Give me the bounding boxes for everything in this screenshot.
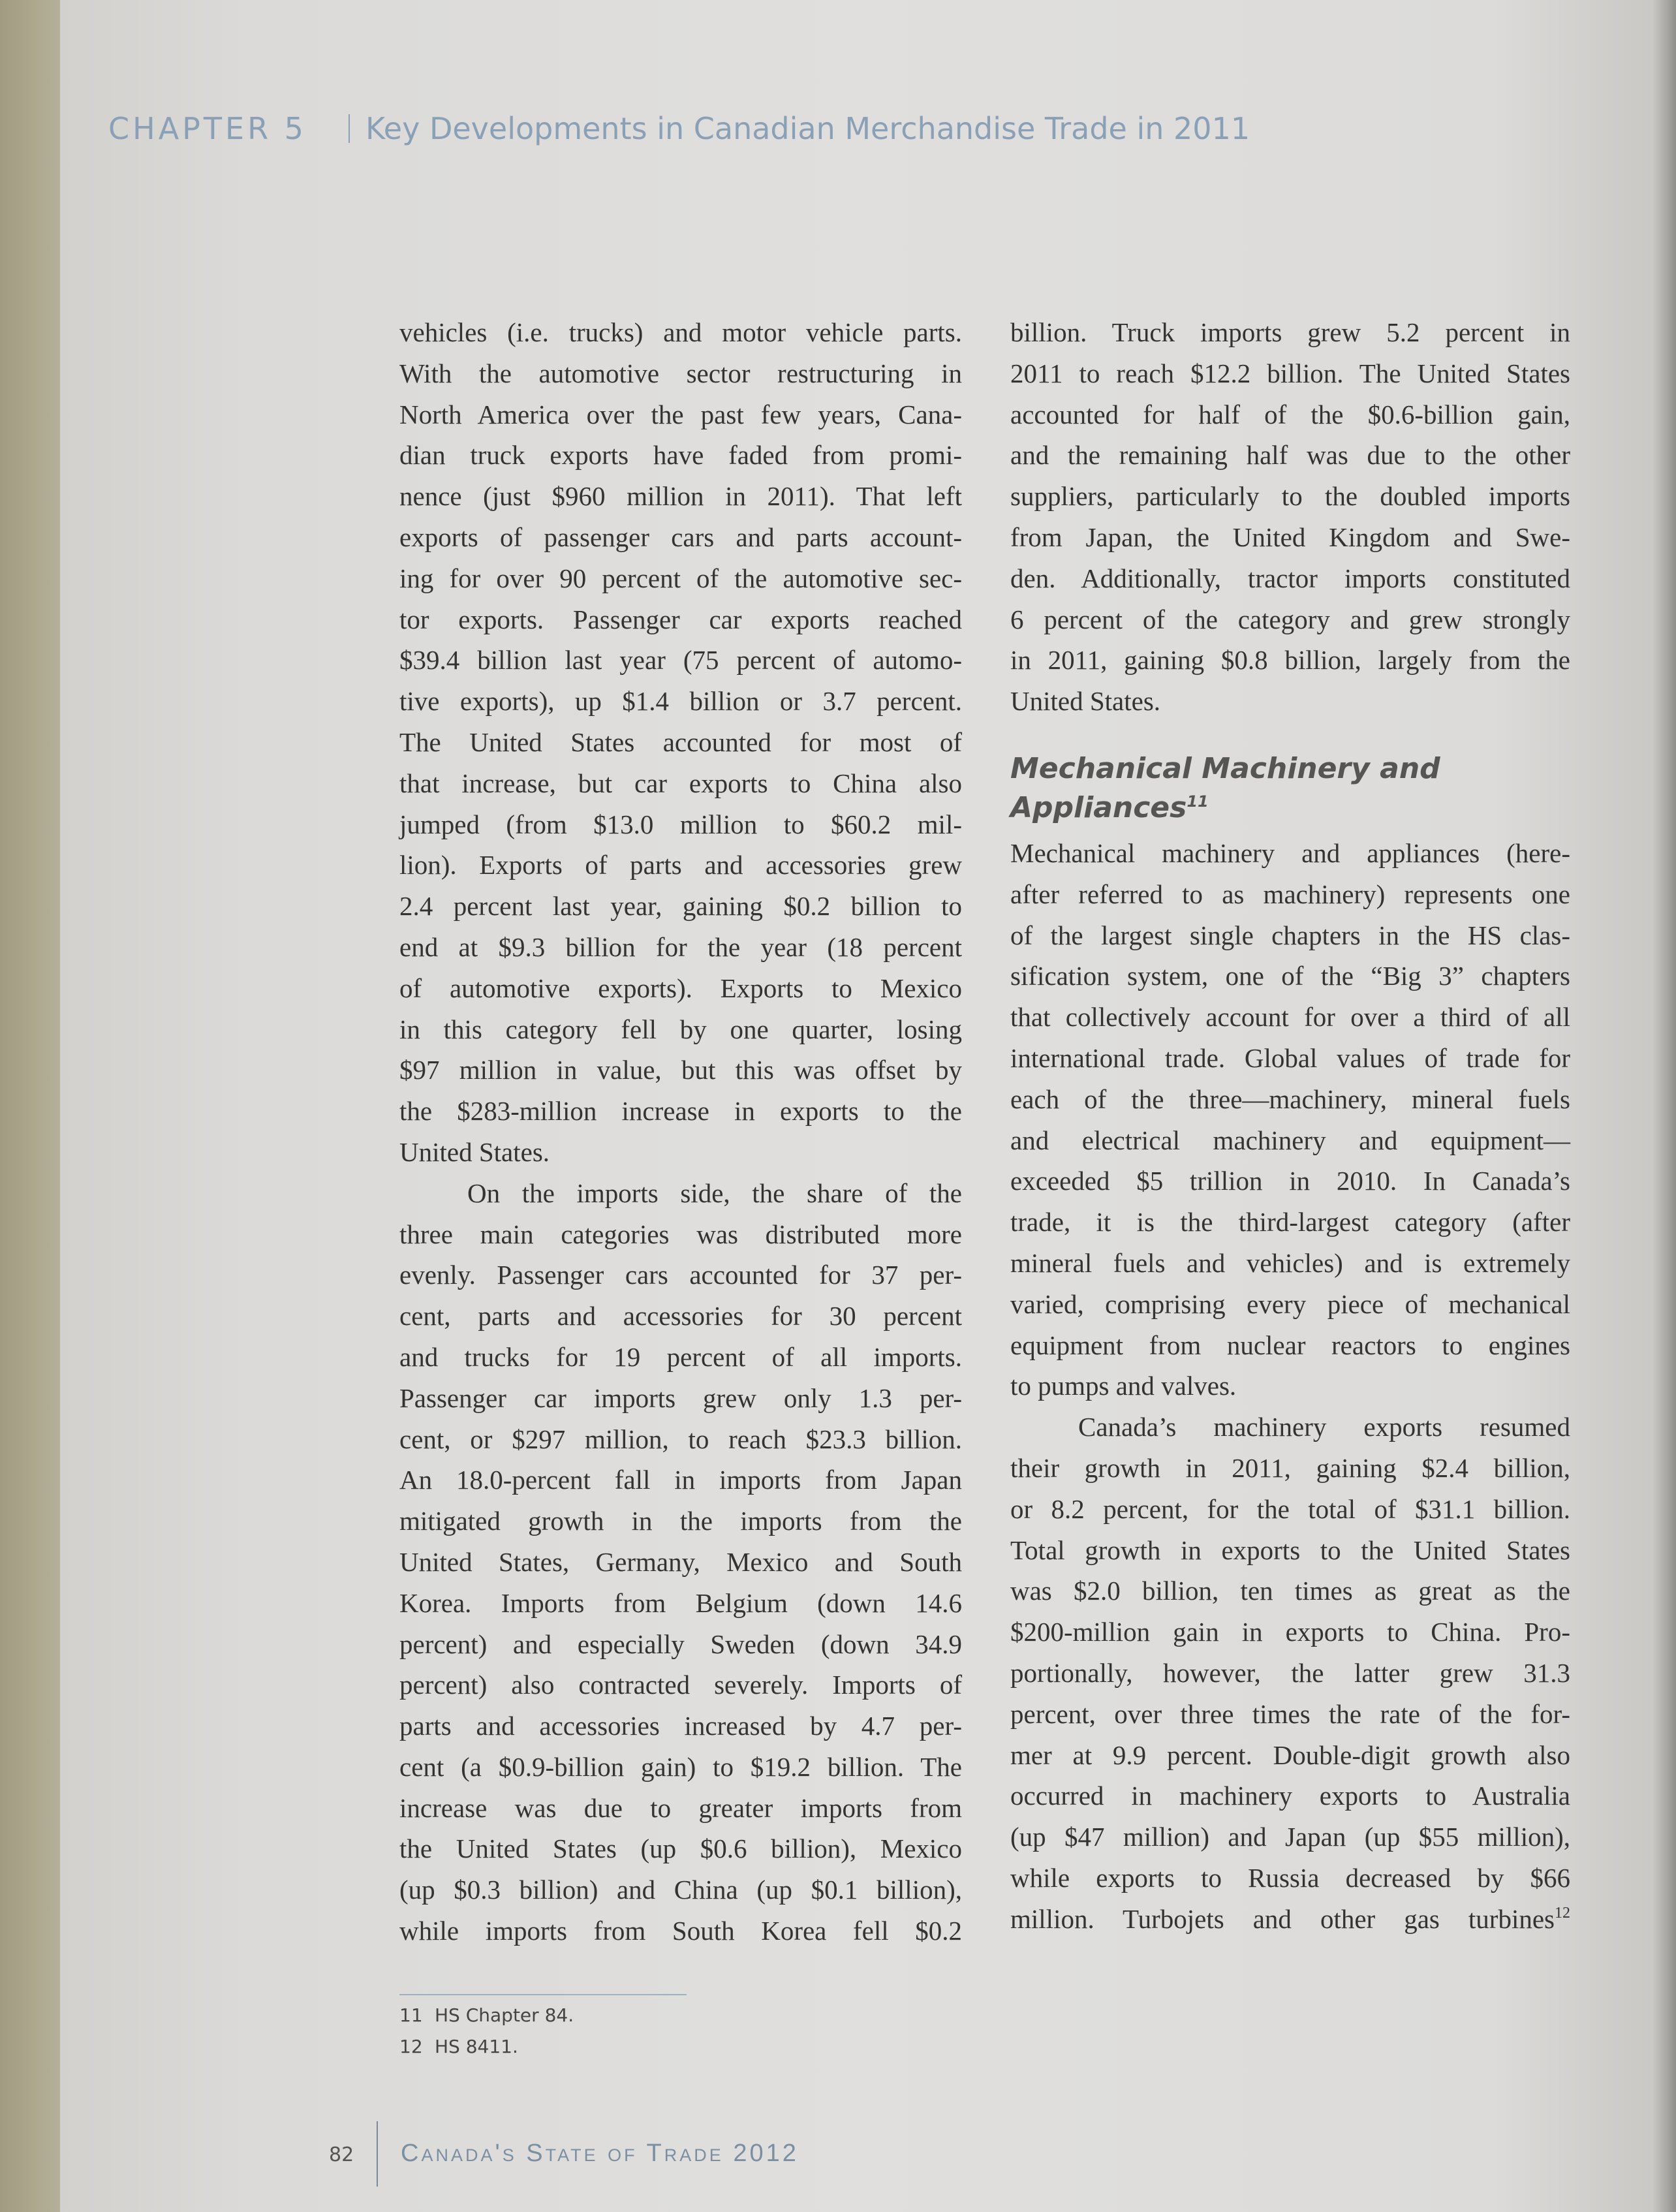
text-line: in this category fell by one quarter, losing [399,1014,962,1044]
running-header [108,111,1250,146]
footer-divider [377,2121,378,2187]
footnote-ref-12: 12 [1555,1904,1570,1922]
text-line: percent, over three times the rate of the for- [1010,1698,1570,1729]
text-line: billion. Truck imports grew 5.2 percent in [1010,317,1570,347]
text-line: $39.4 billion last year (75 percent of automo- [399,645,962,676]
text-line: exceeded $5 trillion in 2010. In Canada’s [1010,1166,1570,1196]
section-heading [1010,749,1570,828]
right-text-column [1010,312,1570,1939]
text-line: mitigated growth in the imports from the [399,1506,962,1536]
footnote-number: 11 [399,2004,423,2026]
text-line: trade, it is the third-largest category (after [1010,1207,1570,1238]
text-line: in 2011, gaining $0.8 billion, largely from the [1010,645,1570,676]
text-line: An 18.0-percent fall in imports from Japan [399,1465,962,1495]
text-line: sification system, one of the “Big 3” chapters [1010,961,1570,991]
footnote-text: HS Chapter 84. [435,2004,574,2026]
text-line: occurred in machinery exports to Australia [1010,1781,1570,1811]
text-line: With the automotive sector restructuring in [399,358,962,388]
text-line: equipment from nuclear reactors to engines [1010,1330,1570,1360]
text-line: The United States accounted for most of [399,726,962,757]
text-line: end at $9.3 billion for the year (18 percent [399,931,962,962]
text-line: that increase, but car exports to China also [399,768,962,798]
text-line: 6 percent of the category and grew strongly [1010,604,1570,634]
text-line: each of the three—machinery, mineral fuels [1010,1083,1570,1114]
text-line: cent, or $297 million, to reach $23.3 billion. [399,1424,962,1454]
book-spine-shadow [0,0,60,2212]
page-number: 82 [329,2143,354,2166]
text-line: tive exports), up $1.4 billion or 3.7 percent. [399,686,962,717]
text-line: Passenger car imports grew only 1.3 per- [399,1382,962,1413]
section-heading-text: Appliances [1010,790,1187,824]
text-line: ing for over 90 percent of the automotive sec- [399,563,962,593]
text-line: while exports to Russia decreased by $66 [1010,1862,1570,1893]
text-line: their growth in 2011, gaining $2.4 billion, [1010,1452,1570,1483]
text-line: Total growth in exports to the United States [1010,1534,1570,1565]
text-line: vehicles (i.e. trucks) and motor vehicle parts. [399,317,962,347]
text-line: 2.4 percent last year, gaining $0.2 billion to [399,891,962,922]
text-line: varied, comprising every piece of mechanical [1010,1288,1570,1319]
text-line: $200-million gain in exports to China. Pro- [1010,1617,1570,1647]
section-heading-line-2 [1010,788,1570,828]
section-heading-line-1: Mechanical Machinery and [1010,751,1440,785]
footnote-text: HS 8411. [435,2036,518,2057]
text-line: while imports from South Korea fell $0.2 [399,1916,962,1946]
text-line: international trade. Global values of trade for [1010,1042,1570,1073]
text-line: or 8.2 percent, for the total of $31.1 billion. [1010,1493,1570,1524]
text-line: portionally, however, the latter grew 31.3 [1010,1657,1570,1688]
footnote-item [399,2000,574,2031]
text-line: evenly. Passenger cars accounted for 37 per- [399,1260,962,1290]
text-line: that collectively account for over a third of all [1010,1002,1570,1033]
text-line: lion). Exports of parts and accessories grew [399,850,962,880]
text-line: Korea. Imports from Belgium (down 14.6 [399,1587,962,1618]
text-line: cent, parts and accessories for 30 percent [399,1301,962,1332]
text-line: of the largest single chapters in the HS clas- [1010,920,1570,950]
right-column-paragraph-1 [1010,312,1570,722]
text-line: suppliers, particularly to the doubled imports [1010,481,1570,512]
text-line: nence (just $960 million in 2011). That left [399,481,962,512]
chapter-label: CHAPTER 5 [108,111,307,146]
text-line: was $2.0 billion, ten times as great as the [1010,1576,1570,1606]
text-line: and electrical machinery and equipment— [1010,1125,1570,1155]
footnotes [399,2000,574,2063]
text-line: United States. [399,1136,550,1167]
text-line: increase was due to greater imports from [399,1792,962,1823]
text-line: tor exports. Passenger car exports reached [399,604,962,634]
right-column-paragraphs [1010,833,1570,1940]
text-line: million. Turbojets and other gas turbines$^{12}$ [1010,1903,1570,1934]
text-line: parts and accessories increased by 4.7 per- [399,1711,962,1741]
page-right-edge-shadow [1653,0,1676,2212]
text-line: On the imports side, the share of the [467,1177,962,1208]
text-line: of automotive exports). Exports to Mexico [399,973,962,1003]
text-line: the United States (up $0.6 billion), Mexico [399,1833,962,1864]
text-line: percent) and especially Sweden (down 34.9 [399,1628,962,1659]
text-line: to pumps and valves. [1010,1371,1237,1401]
text-line: North America over the past few years, Cana- [399,399,962,429]
text-line: United States. [1010,686,1161,717]
text-line: and trucks for 19 percent of all imports. [399,1341,962,1372]
text-line: Mechanical machinery and appliances (here- [1010,837,1570,868]
footnote-item [399,2031,574,2063]
text-line: (up $0.3 billion) and China (up $0.1 billion), [399,1875,962,1905]
text-line: mineral fuels and vehicles) and is extremely [1010,1247,1570,1278]
text-line: 2011 to reach $12.2 billion. The United States [1010,358,1570,388]
text-line: Canada’s machinery exports resumed [1078,1412,1570,1442]
left-text-column [399,312,962,1952]
text-line: cent (a $0.9-billion gain) to $19.2 billion. The [399,1751,962,1782]
text-line: $97 million in value, but this was offset by [399,1055,962,1085]
text-line: after referred to as machinery) represents one [1010,879,1570,909]
text-line: exports of passenger cars and parts account- [399,522,962,552]
publication-title: Canada's State of Trade 2012 [401,2140,799,2167]
text-line: United States, Germany, Mexico and South [399,1546,962,1577]
text-line: den. Additionally, tractor imports constituted [1010,563,1570,593]
footnote-ref-11: 11 [1187,792,1209,811]
chapter-title: Key Developments in Canadian Merchandise Trade in 2011 [365,111,1250,146]
text-line: accounted for half of the $0.6-billion gain, [1010,399,1570,429]
text-line: the $283-million increase in exports to the [399,1096,962,1127]
text-line: mer at 9.9 percent. Double-digit growth also [1010,1739,1570,1770]
text-line: percent) also contracted severely. Imports of [399,1670,962,1700]
footnote-divider [399,1994,687,1995]
text-line: dian truck exports have faded from promi- [399,440,962,471]
text-line: jumped (from $13.0 million to $60.2 mil- [399,809,962,839]
text-line: three main categories was distributed more [399,1219,962,1249]
footnote-number: 12 [399,2036,423,2057]
text-line: (up $47 million) and Japan (up $55 million), [1010,1822,1570,1852]
header-separator [349,114,350,143]
text-line: from Japan, the United Kingdom and Swe- [1010,522,1570,552]
text-line: and the remaining half was due to the other [1010,440,1570,471]
